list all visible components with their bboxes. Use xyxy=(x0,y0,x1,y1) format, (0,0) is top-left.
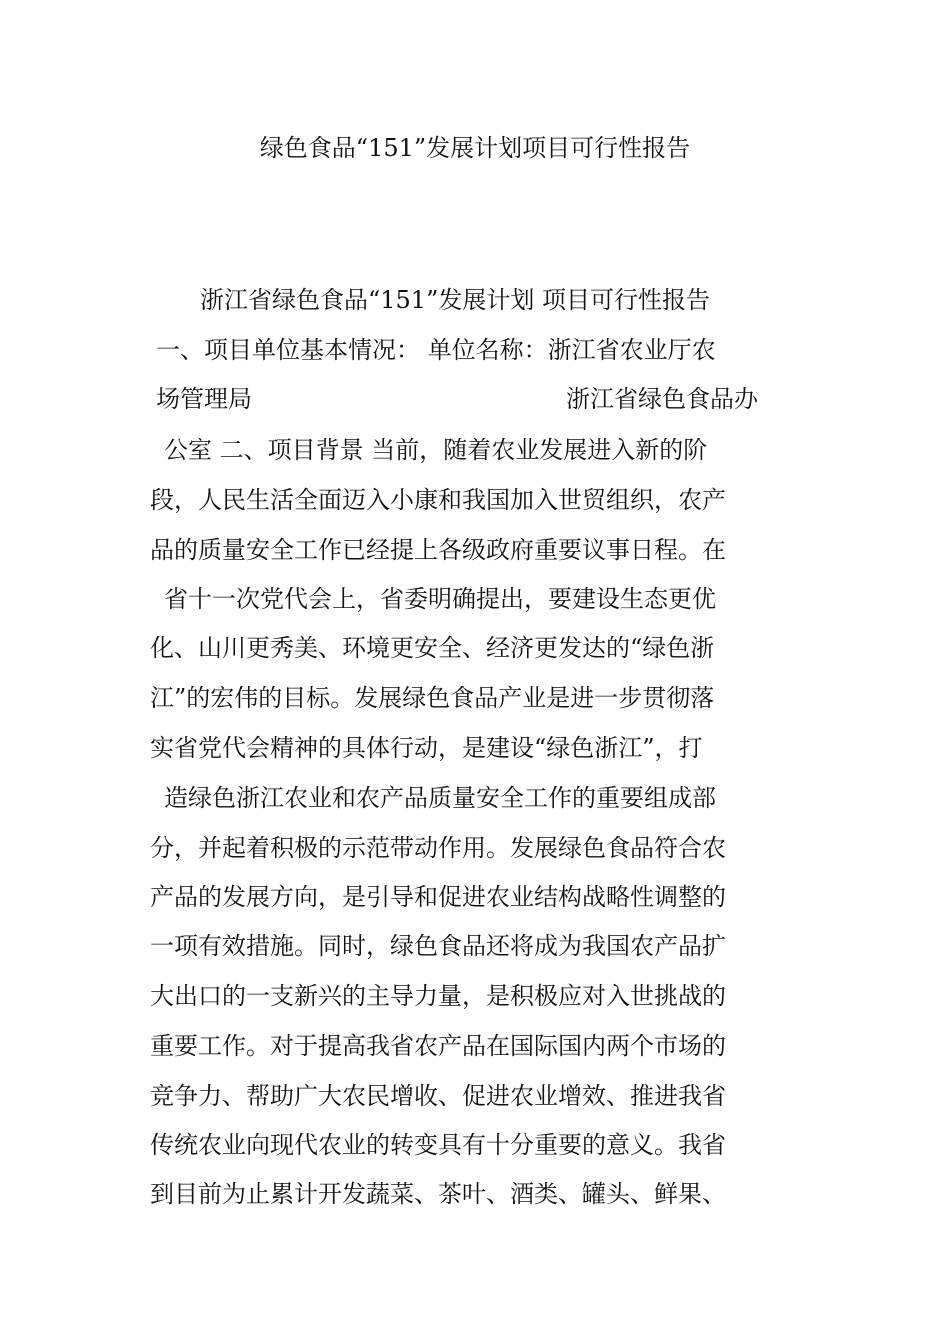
body-line-19: 到目前为止累计开发蔬菜、茶叶、酒类、罐头、鲜果、 xyxy=(150,1180,726,1208)
body-line-18: 传统农业向现代农业的转变具有十分重要的意义。我省 xyxy=(150,1131,726,1159)
body-line-2: 一、项目单位基本情况： 单位名称：浙江省农业厅农 xyxy=(156,336,716,364)
body-line-12: 分，并起着积极的示范带动作用。发展绿色食品符合农 xyxy=(150,834,726,862)
body-line-13: 产品的发展方向，是引导和促进农业结构战略性调整的 xyxy=(150,883,726,911)
body-line-8: 化、山川更秀美、环境更安全、经济更发达的“绿色浙 xyxy=(150,634,715,662)
body-line-11: 造绿色浙江农业和农产品质量安全工作的重要组成部 xyxy=(164,784,716,812)
body-line-3: 场管理局 xyxy=(156,385,252,413)
body-line-10: 实省党代会精神的具体行动，是建设“绿色浙江”，打 xyxy=(150,734,703,762)
body-line-6: 品的质量安全工作已经提上各级政府重要议事日程。在 xyxy=(150,536,726,564)
body-line-3b: 浙江省绿色食品办 xyxy=(566,385,758,413)
body-line-7: 省十一次党代会上，省委明确提出，要建设生态更优 xyxy=(164,585,716,613)
body-line-14: 一项有效措施。同时，绿色食品还将成为我国农产品扩 xyxy=(150,932,726,960)
body-line-9: 江”的宏伟的目标。发展绿色食品产业是进一步贯彻落 xyxy=(150,684,715,712)
body-line-16: 重要工作。对于提高我省农产品在国际国内两个市场的 xyxy=(150,1032,726,1060)
document-title: 绿色食品“151”发展计划项目可行性报告 xyxy=(259,134,691,162)
body-line-17: 竞争力、帮助广大农民增收、促进农业增效、推进我省 xyxy=(150,1082,726,1110)
body-line-5: 段，人民生活全面迈入小康和我国加入世贸组织，农产 xyxy=(150,486,726,514)
body-line-4: 公室 二、项目背景 当前，随着农业发展进入新的阶 xyxy=(164,436,708,464)
body-line-15: 大出口的一支新兴的主导力量，是积极应对入世挑战的 xyxy=(150,982,726,1010)
body-line-1: 浙江省绿色食品“151”发展计划 项目可行性报告 xyxy=(200,286,710,314)
